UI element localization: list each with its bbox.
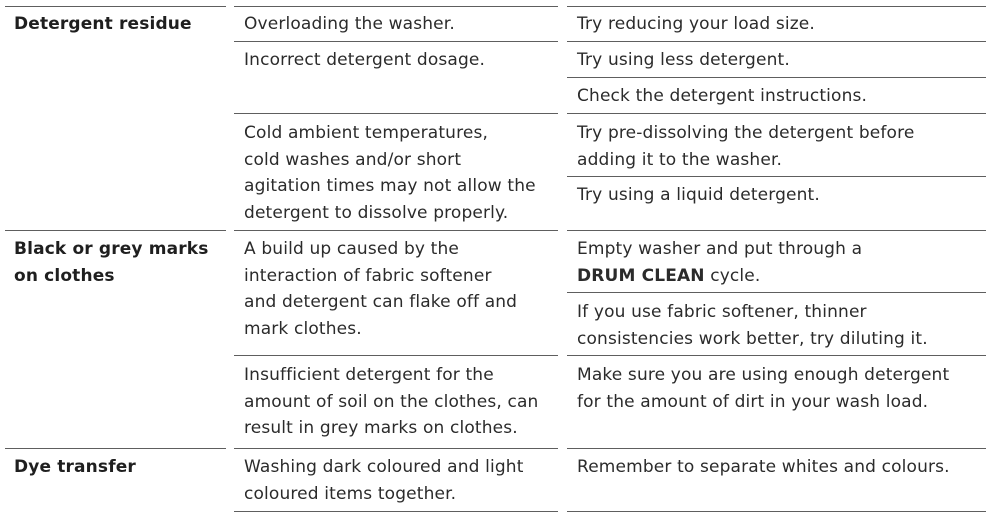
solution-cell	[577, 182, 820, 209]
section-divider	[5, 230, 226, 231]
section-divider	[567, 448, 986, 449]
solution-text: adding it to the washer.	[577, 149, 783, 170]
cause-text: coloured items together.	[244, 483, 457, 504]
solution-cell	[577, 11, 815, 38]
row-divider	[234, 113, 558, 114]
cause-text: detergent to dissolve properly.	[244, 202, 509, 223]
table-top-rule	[234, 6, 558, 7]
row-divider	[567, 176, 986, 177]
solution-text: Remember to separate whites and colours.	[577, 457, 950, 477]
cause-text: Washing dark coloured and light	[244, 457, 524, 477]
drum-clean-label: DRUM CLEAN	[577, 265, 705, 286]
cause-text: result in grey marks on clothes.	[244, 418, 518, 438]
table-bottom-rule	[234, 511, 558, 512]
table-top-rule	[567, 6, 986, 7]
row-divider	[567, 113, 986, 114]
solution-cell	[577, 454, 950, 481]
solution-text: for the amount of dirt in your wash load.	[577, 391, 929, 412]
row-divider	[234, 355, 558, 356]
section-divider	[5, 448, 226, 449]
cause-cell	[244, 454, 524, 507]
row-divider	[234, 41, 558, 42]
problem-text: on clothes	[14, 265, 115, 286]
problem-text: Dye transfer	[14, 457, 136, 477]
solution-text: If you use fabric softener, thinner	[577, 302, 867, 322]
problem-text: Black or grey marks	[14, 239, 209, 259]
solution-text: Make sure you are using enough detergent	[577, 365, 950, 385]
cause-cell	[244, 120, 536, 226]
section-divider	[567, 230, 986, 231]
cause-text: amount of soil on the clothes, can	[244, 391, 539, 412]
solution-text: Try using less detergent.	[577, 50, 790, 70]
solution-cell	[577, 299, 928, 352]
solution-cell	[577, 120, 914, 173]
cause-cell	[244, 47, 485, 74]
cause-text: Overloading the washer.	[244, 14, 455, 34]
row-divider	[567, 41, 986, 42]
section-divider	[234, 230, 558, 231]
solution-text: Try using a liquid detergent.	[577, 185, 820, 205]
section-divider	[234, 448, 558, 449]
problem-text: Detergent residue	[14, 14, 192, 34]
cause-text: A build up caused by the	[244, 239, 460, 259]
row-divider	[567, 77, 986, 78]
solution-cell	[577, 83, 867, 110]
cause-text: Insufficient detergent for the	[244, 365, 494, 385]
solution-text: Try reducing your load size.	[577, 14, 815, 34]
cause-cell	[244, 362, 538, 442]
cause-cell	[244, 11, 455, 38]
solution-text: Empty washer and put through a	[577, 239, 863, 259]
solution-text: consistencies work better, try diluting it.	[577, 328, 928, 349]
table-top-rule	[5, 6, 226, 7]
table-bottom-rule	[567, 511, 986, 512]
row-divider	[567, 355, 986, 356]
solution-cell	[577, 236, 862, 289]
solution-text: Check the detergent instructions.	[577, 86, 868, 106]
problem-cell	[14, 11, 192, 38]
solution-cell	[577, 47, 790, 74]
solution-text: Try pre-dissolving the detergent before	[577, 123, 915, 143]
cause-text: Incorrect detergent dosage.	[244, 50, 486, 70]
solution-cell	[577, 362, 949, 415]
solution-text	[577, 263, 862, 290]
problem-cell	[14, 236, 208, 289]
cause-text: and detergent can flake off and	[244, 292, 518, 312]
cause-cell	[244, 236, 517, 342]
cause-text: agitation times may not allow the	[244, 176, 536, 196]
cause-text: interaction of fabric softener	[244, 265, 492, 286]
solution-text: cycle.	[704, 265, 761, 286]
cause-text: Cold ambient temperatures,	[244, 123, 488, 143]
problem-cell	[14, 454, 136, 481]
row-divider	[567, 292, 986, 293]
cause-text: mark clothes.	[244, 318, 362, 339]
cause-text: cold washes and/or short	[244, 149, 462, 170]
